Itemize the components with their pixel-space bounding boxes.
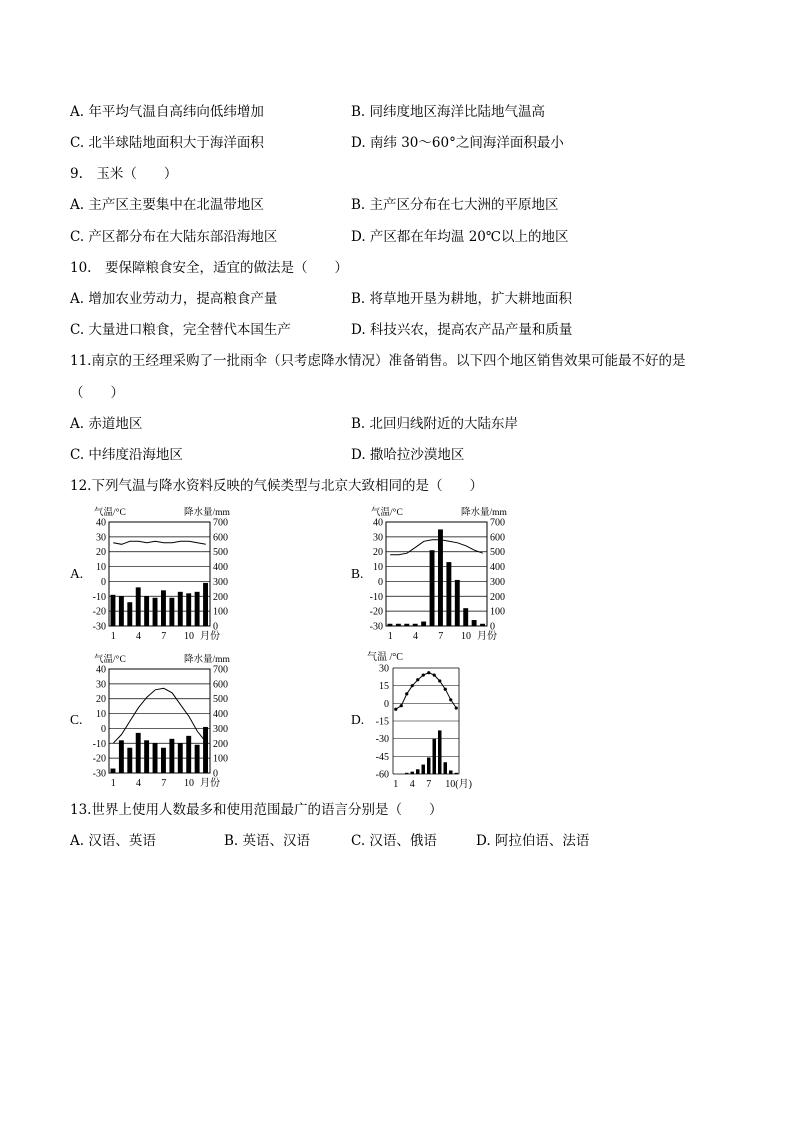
chart-D-temp-line bbox=[396, 673, 457, 710]
chart-C-precip-tick: 700 bbox=[213, 664, 228, 676]
chart-A-precip-tick: 200 bbox=[213, 591, 228, 603]
climate-chart-c bbox=[88, 651, 248, 791]
chart-A-x-tick: 月份 bbox=[200, 631, 220, 642]
chart-C-x-tick: 月份 bbox=[200, 778, 220, 789]
chart-D-precip-bar bbox=[427, 758, 431, 774]
chart-A-temp-tick: 40 bbox=[96, 517, 106, 529]
chart-A-temp-tick: 0 bbox=[101, 576, 106, 588]
chart-D-temp-tick: 30 bbox=[379, 663, 389, 675]
chart-D-x-tick: 10(月) bbox=[445, 779, 472, 790]
q9-option-c: C. 产区都分布在大陆东部沿海地区 bbox=[70, 229, 278, 245]
chart-C-temp-tick: -10 bbox=[92, 738, 106, 750]
chart-A-precip-bar bbox=[195, 592, 200, 626]
q13-option-b: B. 英语、汉语 bbox=[224, 833, 311, 849]
chart-A-title-right: 降水量/mm bbox=[184, 508, 230, 518]
chart-A-x-tick: 1 bbox=[110, 631, 116, 642]
chart-A-precip-bar bbox=[169, 598, 174, 626]
chart-C-precip-tick: 100 bbox=[213, 753, 228, 765]
chart-B-precip-bar bbox=[480, 624, 485, 626]
chart-C-precip-tick: 400 bbox=[213, 709, 228, 721]
chart-B-x-tick: 7 bbox=[438, 631, 444, 642]
chart-D-temp-point bbox=[433, 673, 436, 676]
chart-D-precip-bar bbox=[449, 770, 453, 774]
chart-C-temp-tick: -30 bbox=[92, 768, 106, 780]
chart-B-precip-bar bbox=[463, 608, 468, 626]
q11-option-b: B. 北回归线附近的大陆东岸 bbox=[351, 416, 519, 432]
chart-B-precip-tick: 400 bbox=[490, 562, 505, 574]
chart-B-x-tick: 4 bbox=[412, 631, 418, 642]
chart-B-title-right: 降水量/mm bbox=[461, 508, 507, 518]
chart-B-title-left: 气温/°C bbox=[371, 508, 403, 518]
chart-D-precip-bar bbox=[433, 739, 437, 774]
chart-D-temp-point bbox=[455, 706, 458, 709]
chart-B-temp-tick: 30 bbox=[373, 532, 383, 544]
chart-D-precip-bar bbox=[411, 772, 415, 774]
chart-C-temp-tick: 0 bbox=[101, 723, 106, 735]
chart-C-precip-bar bbox=[195, 745, 200, 773]
chart-A-precip-bar bbox=[161, 590, 166, 626]
chart-C-precip-tick: 300 bbox=[213, 723, 228, 735]
chart-C-x-tick: 1 bbox=[110, 778, 116, 789]
chart-A-precip-bar bbox=[127, 602, 132, 626]
chart-A-precip-tick: 0 bbox=[213, 621, 218, 633]
chart-C-precip-bar bbox=[111, 769, 116, 773]
chart-B-precip-tick: 0 bbox=[490, 621, 495, 633]
q12-option-a-label: A. bbox=[70, 566, 84, 581]
q12-option-d-label: D. bbox=[351, 712, 365, 727]
chart-A-x-tick: 7 bbox=[161, 631, 167, 642]
chart-C-temp-tick: -20 bbox=[92, 753, 106, 765]
q8-option-a: A. 年平均气温自高纬向低纬增加 bbox=[70, 104, 264, 120]
chart-D-temp-point bbox=[449, 698, 452, 701]
chart-C-precip-tick: 200 bbox=[213, 738, 228, 750]
chart-A-precip-bar bbox=[186, 593, 191, 626]
chart-A-temp-tick: 30 bbox=[96, 532, 106, 544]
chart-B-precip-bar bbox=[396, 624, 401, 626]
chart-C-x-tick: 10 bbox=[183, 778, 194, 789]
chart-B-precip-bar bbox=[404, 624, 409, 626]
chart-B-precip-bar bbox=[472, 620, 477, 626]
chart-D-precip-bar bbox=[438, 730, 442, 774]
chart-D-x-tick: 4 bbox=[409, 779, 415, 790]
q12-option-c-label: C. bbox=[70, 712, 83, 727]
chart-A-precip-tick: 600 bbox=[213, 532, 228, 544]
chart-A-precip-bar bbox=[153, 598, 158, 626]
chart-C-precip-tick: 0 bbox=[213, 768, 218, 780]
chart-C-x-tick: 4 bbox=[135, 778, 141, 789]
chart-D-temp-tick: 0 bbox=[384, 698, 389, 710]
q11-option-d: D. 撒哈拉沙漠地区 bbox=[351, 447, 465, 463]
chart-D-temp-tick: -60 bbox=[375, 769, 389, 781]
q9-option-a: A. 主产区主要集中在北温带地区 bbox=[70, 197, 264, 213]
chart-C-temp-tick: 30 bbox=[96, 679, 106, 691]
chart-D-precip-bar bbox=[422, 765, 426, 774]
chart-A-temp-tick: 20 bbox=[96, 547, 106, 559]
chart-A-x-tick: 4 bbox=[135, 631, 141, 642]
q13-option-a: A. 汉语、英语 bbox=[70, 833, 156, 849]
chart-A-temp-line bbox=[113, 541, 206, 544]
chart-B-x-tick: 月份 bbox=[477, 631, 497, 642]
chart-A-temp-tick: -10 bbox=[92, 591, 106, 603]
q11-stem: 11.南京的王经理采购了一批雨伞（只考虑降水情况）准备销售。以下四个地区销售效果可能最不好的是 bbox=[70, 353, 686, 369]
q8-option-b: B. 同纬度地区海洋比陆地气温高 bbox=[351, 104, 546, 120]
chart-D-x-tick: 7 bbox=[426, 779, 432, 790]
chart-B-x-tick: 10 bbox=[460, 631, 471, 642]
chart-D-temp-point bbox=[405, 692, 408, 695]
chart-A-precip-bar bbox=[111, 595, 116, 626]
chart-D-temp-point bbox=[400, 704, 403, 707]
chart-B-precip-tick: 700 bbox=[490, 517, 505, 529]
chart-B-precip-tick: 600 bbox=[490, 532, 505, 544]
chart-C-x-tick: 7 bbox=[161, 778, 167, 789]
chart-B-temp-tick: -30 bbox=[369, 621, 383, 633]
q8-option-d: D. 南纬 30～60°之间海洋面积最小 bbox=[351, 135, 564, 151]
chart-B-precip-bar bbox=[430, 550, 435, 626]
q11-stem-blank: （ ） bbox=[70, 385, 124, 401]
chart-C-precip-bar bbox=[178, 743, 183, 773]
chart-B-temp-tick: 20 bbox=[373, 547, 383, 559]
chart-B-x-tick: 1 bbox=[387, 631, 393, 642]
chart-A-precip-bar bbox=[178, 592, 183, 626]
chart-B-precip-tick: 200 bbox=[490, 591, 505, 603]
q10-option-c: C. 大量进口粮食，完全替代本国生产 bbox=[70, 322, 291, 338]
chart-D-temp-point bbox=[411, 684, 414, 687]
chart-A-precip-bar bbox=[119, 596, 124, 626]
chart-D-precip-bar bbox=[444, 762, 448, 774]
chart-C-temp-line bbox=[113, 688, 206, 743]
q11-option-a: A. 赤道地区 bbox=[70, 416, 143, 432]
chart-A-title-left: 气温/°C bbox=[94, 508, 126, 518]
chart-B-precip-tick: 300 bbox=[490, 576, 505, 588]
chart-B-precip-bar bbox=[438, 529, 443, 626]
chart-A-temp-tick: -20 bbox=[92, 606, 106, 618]
chart-D-temp-tick: -45 bbox=[375, 751, 389, 763]
q10-option-b: B. 将草地开垦为耕地，扩大耕地面积 bbox=[351, 291, 573, 307]
chart-A-precip-tick: 100 bbox=[213, 606, 228, 618]
chart-A-precip-bar bbox=[136, 587, 141, 626]
q10-stem: 10. 要保障粮食安全，适宜的做法是（ ） bbox=[70, 260, 348, 276]
chart-C-temp-tick: 20 bbox=[96, 694, 106, 706]
chart-B-temp-tick: 0 bbox=[378, 576, 383, 588]
chart-C-precip-bar bbox=[169, 739, 174, 773]
chart-D-title: 气温 /°C bbox=[367, 652, 403, 663]
chart-C-precip-bar bbox=[144, 740, 149, 773]
chart-D-precip-bar bbox=[405, 773, 409, 774]
chart-D-temp-tick: -15 bbox=[375, 716, 389, 728]
q10-option-d: D. 科技兴农，提高农产品产量和质量 bbox=[351, 322, 573, 338]
q9-option-d: D. 产区都在年均温 20℃以上的地区 bbox=[351, 229, 569, 245]
chart-C-temp-tick: 40 bbox=[96, 664, 106, 676]
chart-C-precip-tick: 600 bbox=[213, 679, 228, 691]
chart-C-temp-tick: 10 bbox=[96, 709, 106, 721]
q12-stem: 12.下列气温与降水资料反映的气候类型与北京大致相同的是（ ） bbox=[70, 478, 483, 494]
chart-B-temp-tick: 40 bbox=[373, 517, 383, 529]
chart-B-precip-tick: 500 bbox=[490, 547, 505, 559]
chart-D-temp-point bbox=[438, 679, 441, 682]
chart-B-precip-tick: 100 bbox=[490, 606, 505, 618]
chart-D-precip-bar bbox=[455, 773, 459, 774]
chart-C-precip-bar bbox=[136, 733, 141, 773]
chart-A-temp-tick: 10 bbox=[96, 562, 106, 574]
chart-C-precip-bar bbox=[161, 748, 166, 773]
chart-D-x-tick: 1 bbox=[393, 779, 399, 790]
chart-D-temp-point bbox=[427, 671, 430, 674]
chart-B-temp-tick: -10 bbox=[369, 591, 383, 603]
chart-A-temp-tick: -30 bbox=[92, 621, 106, 633]
chart-A-precip-tick: 300 bbox=[213, 576, 228, 588]
chart-C-precip-bar bbox=[186, 736, 191, 773]
q9-stem: 9. 玉米（ ） bbox=[70, 166, 178, 182]
chart-D-temp-tick: 15 bbox=[379, 681, 389, 693]
chart-A-x-tick: 10 bbox=[183, 631, 194, 642]
climate-chart-b bbox=[365, 504, 525, 644]
chart-C-title-right: 降水量/mm bbox=[184, 655, 230, 665]
chart-B-temp-tick: -20 bbox=[369, 606, 383, 618]
q9-option-b: B. 主产区分布在七大洲的平原地区 bbox=[351, 197, 559, 213]
climate-chart-a bbox=[88, 504, 248, 644]
chart-C-precip-bar bbox=[153, 743, 158, 773]
chart-D-temp-point bbox=[394, 708, 397, 711]
chart-B-temp-tick: 10 bbox=[373, 562, 383, 574]
chart-B-precip-bar bbox=[446, 562, 451, 626]
chart-A-precip-bar bbox=[203, 583, 208, 626]
chart-D-temp-point bbox=[422, 673, 425, 676]
chart-C-precip-bar bbox=[119, 740, 124, 773]
q13-option-c: C. 汉语、俄语 bbox=[351, 833, 437, 849]
chart-C-title-left: 气温/°C bbox=[94, 655, 126, 665]
q10-option-a: A. 增加农业劳动力，提高粮食产量 bbox=[70, 291, 278, 307]
q8-option-c: C. 北半球陆地面积大于海洋面积 bbox=[70, 135, 264, 151]
chart-C-precip-bar bbox=[127, 748, 132, 773]
chart-D-temp-point bbox=[416, 678, 419, 681]
q13-stem: 13.世界上使用人数最多和使用范围最广的语言分别是（ ） bbox=[70, 802, 443, 818]
chart-B-precip-bar bbox=[455, 580, 460, 626]
chart-A-precip-bar bbox=[144, 596, 149, 626]
chart-D-temp-tick: -30 bbox=[375, 734, 389, 746]
chart-B-precip-bar bbox=[413, 624, 418, 626]
q13-option-d: D. 阿拉伯语、法语 bbox=[476, 833, 590, 849]
q11-option-c: C. 中纬度沿海地区 bbox=[70, 447, 183, 463]
chart-B-precip-bar bbox=[421, 622, 426, 626]
climate-chart-d bbox=[365, 649, 475, 791]
chart-A-precip-tick: 500 bbox=[213, 547, 228, 559]
chart-B-temp-line bbox=[390, 540, 483, 555]
chart-B-precip-bar bbox=[388, 624, 393, 626]
chart-A-precip-tick: 400 bbox=[213, 562, 228, 574]
chart-D-precip-bar bbox=[416, 769, 420, 774]
q12-option-b-label: B. bbox=[351, 566, 364, 581]
chart-C-precip-tick: 500 bbox=[213, 694, 228, 706]
chart-B-frame bbox=[386, 522, 487, 626]
chart-C-precip-bar bbox=[203, 727, 208, 773]
chart-A-precip-tick: 700 bbox=[213, 517, 228, 529]
chart-D-temp-point bbox=[444, 688, 447, 691]
